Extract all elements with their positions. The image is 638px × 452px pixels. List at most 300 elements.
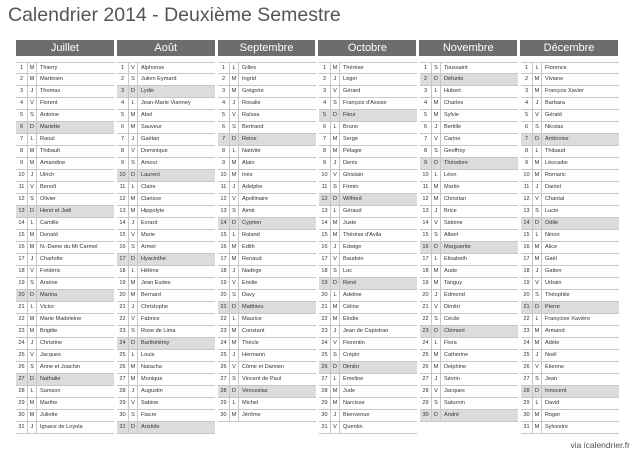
day-row [16, 110, 114, 122]
day-number: 18 [16, 266, 28, 277]
weekday-letter: M [129, 122, 138, 133]
saint-name: Albert [444, 232, 459, 238]
day-row [521, 170, 619, 182]
day-row [117, 218, 215, 230]
saint-name: Noël [545, 352, 557, 358]
day-row [218, 374, 316, 386]
weekday-letter: S [533, 374, 542, 385]
saint-name: Augustin [141, 388, 163, 394]
weekday-letter: S [432, 146, 441, 157]
saint-name: Céline [343, 304, 359, 310]
day-number: 1 [319, 63, 331, 73]
day-row [16, 302, 114, 314]
day-number: 20 [319, 290, 331, 301]
day-number: 24 [218, 338, 230, 349]
day-number: 7 [218, 134, 230, 145]
weekday-letter: M [432, 362, 441, 373]
day-row [319, 278, 417, 290]
weekday-letter: S [129, 158, 138, 169]
weekday-letter: V [129, 314, 138, 325]
day-number: 16 [319, 242, 331, 253]
day-row [420, 326, 518, 338]
saint-name: Jérôme [242, 412, 261, 418]
saint-name: Natacha [141, 364, 162, 370]
weekday-letter: V [533, 194, 542, 205]
weekday-letter: D [230, 218, 239, 229]
day-row [117, 338, 215, 350]
weekday-letter: V [28, 182, 37, 193]
saint-name: Flora [444, 340, 457, 346]
weekday-letter: M [28, 146, 37, 157]
day-number: 15 [16, 230, 28, 241]
saint-name: Ignace de Loyola [40, 424, 83, 430]
day-number: 10 [420, 170, 432, 181]
day-number: 9 [16, 158, 28, 169]
day-number: 5 [117, 110, 129, 121]
day-number: 6 [16, 122, 28, 133]
weekday-letter: S [432, 230, 441, 241]
day-row [420, 230, 518, 242]
saint-name: Saturnin [444, 400, 465, 406]
day-number: 13 [521, 206, 533, 217]
saint-name: David [545, 400, 560, 406]
day-number: 4 [218, 98, 230, 109]
day-row [521, 194, 619, 206]
day-row [521, 62, 619, 74]
day-number: 19 [319, 278, 331, 289]
weekday-letter: M [533, 338, 542, 349]
day-row [218, 278, 316, 290]
weekday-letter: D [331, 194, 340, 205]
saint-name: René [343, 280, 357, 286]
day-row [319, 410, 417, 422]
day-row [319, 206, 417, 218]
day-row [521, 338, 619, 350]
saint-name: Daniel [545, 184, 561, 190]
weekday-letter: V [28, 98, 37, 109]
saint-name: Théophile [545, 292, 570, 298]
day-number: 21 [521, 302, 533, 313]
weekday-letter: J [28, 170, 37, 181]
weekday-letter: L [432, 86, 441, 97]
weekday-letter: D [533, 134, 542, 145]
day-number: 18 [420, 266, 432, 277]
day-number: 8 [521, 146, 533, 157]
day-row [218, 362, 316, 374]
saint-name: Charlotte [40, 256, 63, 262]
saint-name: Juste [343, 220, 357, 226]
weekday-letter: M [28, 410, 37, 421]
saint-name: Nathalie [40, 376, 61, 382]
day-row [117, 278, 215, 290]
day-row [117, 134, 215, 146]
day-row [117, 290, 215, 302]
saint-name: Edith [242, 244, 255, 250]
day-row [218, 326, 316, 338]
day-number: 3 [16, 86, 28, 97]
weekday-letter: M [230, 158, 239, 169]
day-row [117, 302, 215, 314]
day-row [420, 350, 518, 362]
weekday-letter: M [230, 170, 239, 181]
day-row [16, 254, 114, 266]
saint-name: Edmond [444, 292, 465, 298]
saint-name: Thérèse [343, 65, 364, 71]
day-number: 30 [319, 410, 331, 421]
weekday-letter: D [230, 386, 239, 397]
saint-name: Catherine [444, 352, 469, 358]
weekday-letter: M [432, 110, 441, 121]
day-row [420, 86, 518, 98]
day-row [420, 410, 518, 422]
saint-name: Crépin [343, 352, 360, 358]
day-row [420, 422, 518, 434]
day-row [319, 290, 417, 302]
day-row [218, 338, 316, 350]
weekday-letter: D [230, 134, 239, 145]
weekday-letter: V [331, 170, 340, 181]
day-number: 12 [420, 194, 432, 205]
weekday-letter: L [331, 206, 340, 217]
day-number: 7 [117, 134, 129, 145]
weekday-letter: J [230, 266, 239, 277]
day-row [420, 110, 518, 122]
weekday-letter: V [28, 266, 37, 277]
weekday-letter: M [129, 206, 138, 217]
day-row [117, 86, 215, 98]
day-row [521, 278, 619, 290]
day-row [319, 242, 417, 254]
saint-name: Marie Madeleine [40, 316, 82, 322]
day-number: 4 [319, 98, 331, 109]
saint-name: Gaëtan [141, 136, 160, 142]
day-number: 1 [420, 63, 432, 73]
weekday-letter: M [331, 218, 340, 229]
saint-name: Roland [242, 232, 260, 238]
weekday-letter: L [432, 338, 441, 349]
saint-name: Cécile [444, 316, 460, 322]
weekday-letter: M [230, 74, 239, 85]
day-row [319, 314, 417, 326]
saint-name: Emeline [343, 376, 364, 382]
day-number: 6 [420, 122, 432, 133]
saint-name: Thierry [40, 65, 58, 71]
saint-name: Sylvestre [545, 424, 569, 430]
saint-name: Hippolyte [141, 208, 165, 214]
weekday-letter: L [533, 146, 542, 157]
day-row [16, 218, 114, 230]
saint-name: Aristide [141, 424, 160, 430]
day-number: 24 [117, 338, 129, 349]
day-row [521, 218, 619, 230]
day-number: 10 [319, 170, 331, 181]
saint-name: Fabrice [141, 316, 160, 322]
saint-name: Ingrid [242, 76, 256, 82]
day-number: 23 [319, 326, 331, 337]
day-row [16, 398, 114, 410]
weekday-letter: S [533, 290, 542, 301]
day-row [420, 362, 518, 374]
saint-name: N.-Dame du Mt Carmel [40, 244, 98, 250]
day-row [16, 230, 114, 242]
day-row [319, 350, 417, 362]
saint-name: Henri et Joël [40, 208, 72, 214]
day-row [218, 86, 316, 98]
day-row [420, 146, 518, 158]
weekday-letter: S [331, 182, 340, 193]
saint-name: Gatien [545, 268, 562, 274]
day-row [521, 254, 619, 266]
saint-name: Evrard [141, 220, 158, 226]
saint-name: Urbain [545, 280, 562, 286]
day-number: 2 [218, 74, 230, 85]
saint-name: Matthieu [242, 304, 264, 310]
day-row [521, 182, 619, 194]
weekday-letter: M [432, 266, 441, 277]
day-number: 26 [521, 362, 533, 373]
weekday-letter: S [129, 326, 138, 337]
saint-name: Géraud [343, 208, 362, 214]
day-number: 8 [420, 146, 432, 157]
weekday-letter: J [432, 290, 441, 301]
day-number: 17 [218, 254, 230, 265]
saint-name: Martin [444, 184, 460, 190]
day-row [117, 62, 215, 74]
weekday-letter: D [129, 86, 138, 97]
saint-name: Thibaud [545, 148, 566, 154]
saint-name: Samson [40, 388, 61, 394]
weekday-letter: S [533, 206, 542, 217]
weekday-letter: M [129, 290, 138, 301]
weekday-letter: V [533, 278, 542, 289]
day-number: 19 [117, 278, 129, 289]
day-row [521, 242, 619, 254]
weekday-letter: M [432, 278, 441, 289]
day-row [521, 122, 619, 134]
day-row [16, 194, 114, 206]
day-number: 28 [319, 386, 331, 397]
day-number: 14 [117, 218, 129, 229]
day-row [420, 218, 518, 230]
saint-name: Hubert [444, 88, 461, 94]
day-row [218, 290, 316, 302]
day-row [218, 242, 316, 254]
day-row [117, 266, 215, 278]
day-number: 21 [117, 302, 129, 313]
day-number: 3 [218, 86, 230, 97]
saint-name: Thomas [40, 88, 61, 94]
month-columns [16, 62, 618, 434]
day-number: 9 [521, 158, 533, 169]
day-row [218, 146, 316, 158]
day-row [117, 122, 215, 134]
saint-name: Brice [444, 208, 457, 214]
saint-name: Reine [242, 136, 257, 142]
saint-name: Bertille [444, 124, 462, 130]
saint-name: Dimitri [343, 364, 359, 370]
saint-name: Antoine [40, 112, 59, 118]
day-number: 25 [521, 350, 533, 361]
day-number: 30 [420, 410, 432, 421]
day-row [218, 62, 316, 74]
day-row [420, 158, 518, 170]
saint-name: Viviane [545, 76, 564, 82]
saint-name: Hermann [242, 352, 266, 358]
day-row [218, 206, 316, 218]
weekday-letter: J [28, 86, 37, 97]
saint-name: Sylvie [444, 112, 459, 118]
saint-name: Davy [242, 292, 255, 298]
day-number: 7 [319, 134, 331, 145]
day-row [521, 206, 619, 218]
saint-name: Abel [141, 112, 153, 118]
day-number: 24 [521, 338, 533, 349]
day-number: 2 [521, 74, 533, 85]
month-header: Décembre [520, 40, 618, 56]
weekday-letter: V [28, 350, 37, 361]
day-number: 11 [117, 182, 129, 193]
day-number: 24 [319, 338, 331, 349]
day-number: 12 [117, 194, 129, 205]
day-number: 21 [218, 302, 230, 313]
saint-name: Renaud [242, 256, 262, 262]
saint-name: Défunts [444, 76, 464, 82]
day-row [319, 62, 417, 74]
saint-name: Lucie [545, 208, 559, 214]
weekday-letter: M [432, 98, 441, 109]
day-row [319, 182, 417, 194]
weekday-letter: J [432, 206, 441, 217]
day-row [521, 290, 619, 302]
day-number: 13 [319, 206, 331, 217]
weekday-letter: D [331, 278, 340, 289]
day-row [218, 110, 316, 122]
day-number: 14 [218, 218, 230, 229]
weekday-letter: S [129, 242, 138, 253]
day-number: 23 [218, 326, 230, 337]
saint-name: Elisabeth [444, 256, 468, 262]
saint-name: Constant [242, 328, 265, 334]
day-row [16, 146, 114, 158]
day-row [218, 230, 316, 242]
day-row [117, 422, 215, 434]
saint-name: Jean [545, 376, 558, 382]
day-row [117, 314, 215, 326]
weekday-letter: S [129, 410, 138, 421]
day-number: 3 [117, 86, 129, 97]
page-title: Calendrier 2014 - Deuxième Semestre [8, 4, 341, 26]
month-column [319, 62, 417, 434]
footer-credit: via icalendrier.fr [570, 440, 630, 450]
day-number: 23 [420, 326, 432, 337]
day-number: 24 [420, 338, 432, 349]
day-row [420, 398, 518, 410]
saint-name: Frédéric [40, 268, 61, 274]
day-number: 22 [521, 314, 533, 325]
weekday-letter: L [230, 398, 239, 409]
saint-name: Amandine [40, 160, 66, 166]
day-row [420, 302, 518, 314]
saint-name: Amour [141, 160, 158, 166]
weekday-letter: M [28, 230, 37, 241]
weekday-letter: M [533, 86, 542, 97]
weekday-letter: D [129, 254, 138, 265]
weekday-letter: M [533, 170, 542, 181]
saint-name: Edwige [343, 244, 362, 250]
weekday-letter: L [533, 63, 542, 73]
day-row [319, 362, 417, 374]
weekday-letter: L [432, 254, 441, 265]
weekday-letter: L [28, 218, 37, 229]
day-number: 15 [420, 230, 432, 241]
weekday-letter: V [129, 63, 138, 73]
weekday-letter: J [129, 386, 138, 397]
day-row [420, 74, 518, 86]
day-number: 16 [521, 242, 533, 253]
day-row [521, 74, 619, 86]
saint-name: Ninon [545, 232, 560, 238]
weekday-letter: L [230, 146, 239, 157]
day-number: 9 [117, 158, 129, 169]
day-row [319, 122, 417, 134]
day-row [218, 194, 316, 206]
weekday-letter: M [331, 386, 340, 397]
weekday-letter: D [331, 362, 340, 373]
day-number: 15 [319, 230, 331, 241]
day-number: 20 [420, 290, 432, 301]
saint-name: Fleur [343, 112, 356, 118]
day-row [16, 74, 114, 86]
day-number: 19 [521, 278, 533, 289]
day-number: 15 [117, 230, 129, 241]
day-row [420, 98, 518, 110]
day-number: 9 [218, 158, 230, 169]
day-row [521, 134, 619, 146]
day-number: 7 [16, 134, 28, 145]
saint-name: Mariette [40, 124, 61, 130]
day-number: 14 [16, 218, 28, 229]
weekday-letter: S [28, 194, 37, 205]
weekday-letter: V [533, 362, 542, 373]
day-number: 31 [117, 422, 129, 433]
saint-name: Vincent de Paul [242, 376, 282, 382]
day-row [117, 374, 215, 386]
day-row [319, 98, 417, 110]
saint-name: Wilfried [343, 196, 362, 202]
day-row [16, 182, 114, 194]
day-number: 27 [16, 374, 28, 385]
day-number: 26 [319, 362, 331, 373]
saint-name: Dimitri [444, 304, 460, 310]
day-number: 6 [117, 122, 129, 133]
saint-name: Camille [40, 220, 59, 226]
day-number: 29 [16, 398, 28, 409]
saint-name: Delphine [444, 364, 467, 370]
weekday-letter: J [129, 302, 138, 313]
saint-name: Jacques [444, 388, 465, 394]
weekday-letter: J [129, 218, 138, 229]
month-header-row [16, 40, 618, 56]
weekday-letter: M [129, 362, 138, 373]
weekday-letter: V [432, 302, 441, 313]
weekday-letter: M [331, 230, 340, 241]
day-number: 15 [218, 230, 230, 241]
saint-name: Carine [444, 136, 461, 142]
day-row [218, 302, 316, 314]
day-row [16, 290, 114, 302]
day-row [319, 194, 417, 206]
day-number: 25 [319, 350, 331, 361]
